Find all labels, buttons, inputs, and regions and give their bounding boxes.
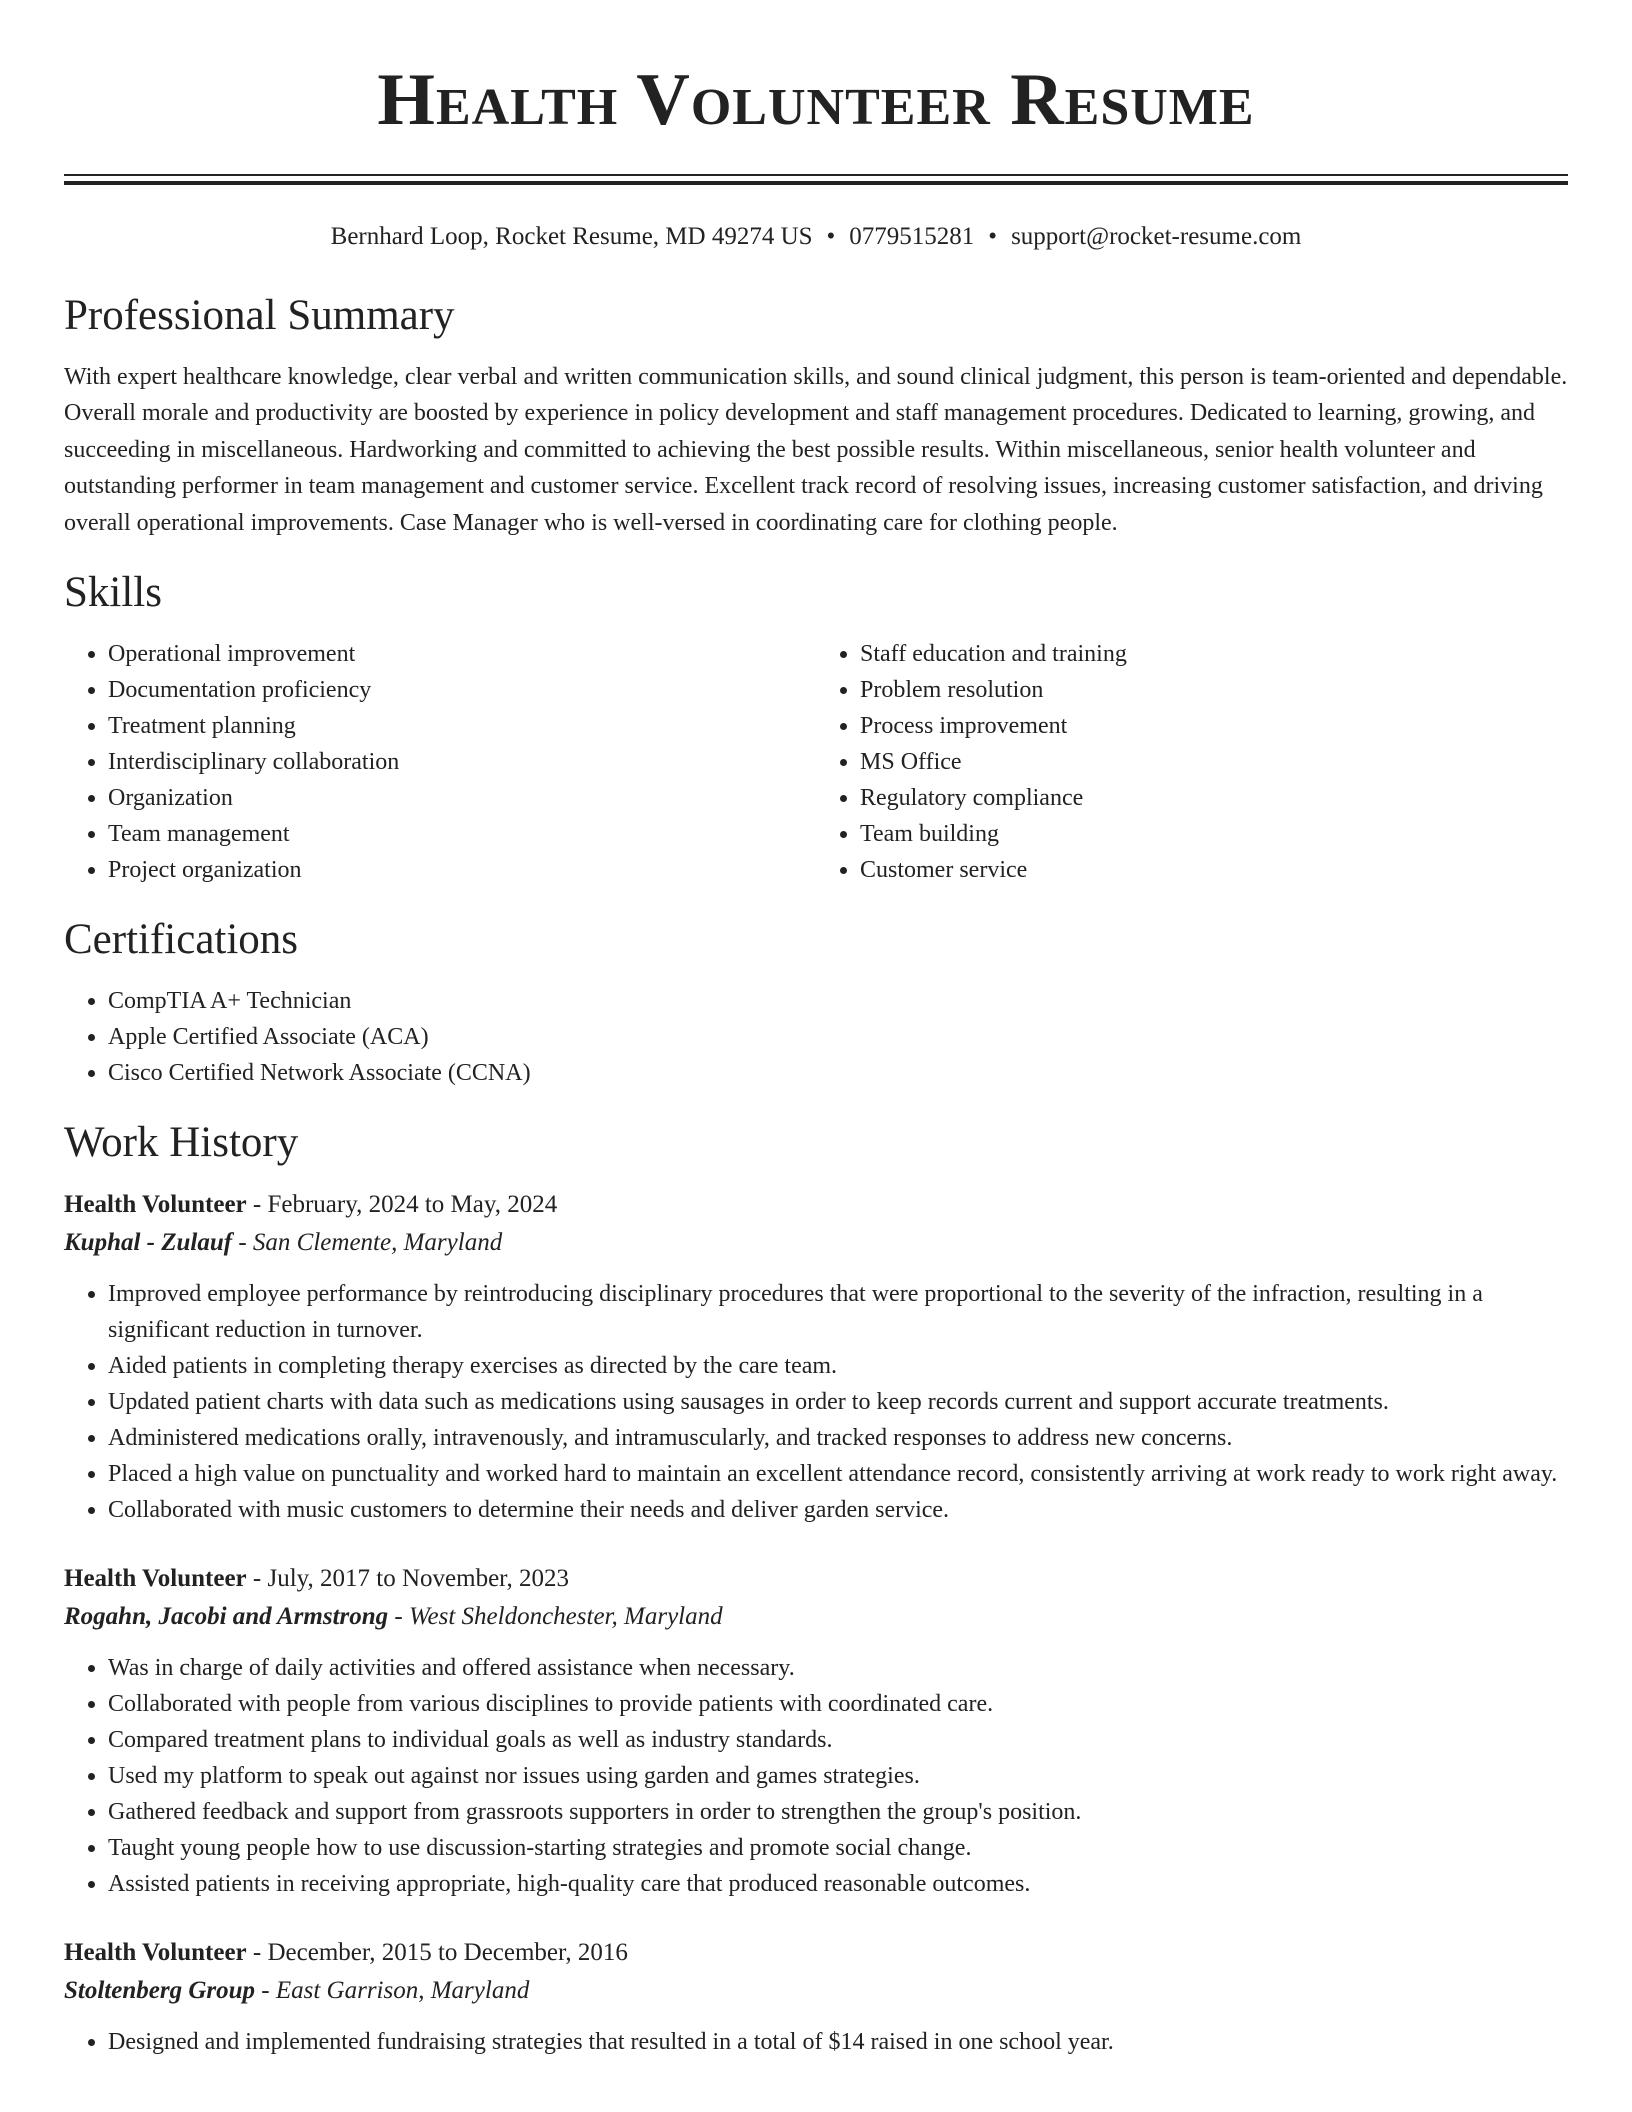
contact-separator: • [826, 223, 836, 250]
certifications-list [64, 983, 1568, 1091]
job-title-line [64, 1560, 1568, 1598]
title-divider [64, 174, 1568, 185]
job-bullet: • Improved employee performance by reintroducing disciplinary procedures that were proportional to the severity of the infraction, resulting in a significant reduction in turnover. [108, 1276, 1568, 1348]
skill-item: • Team building [860, 816, 1568, 852]
job-company: Kuphal - Zulauf [64, 1229, 233, 1257]
job-dates: - December, 2015 to December, 2016 [246, 1939, 628, 1967]
job-entry [64, 1560, 1568, 1902]
certifications-section [64, 914, 1568, 1091]
job-title-line [64, 1934, 1568, 1972]
section-heading-certifications: Certifications [64, 916, 299, 964]
skill-item: • Customer service [860, 852, 1568, 888]
skill-item: • Process improvement [860, 708, 1568, 744]
section-heading-work-history: Work History [64, 1119, 299, 1167]
job-bullet: • Collaborated with people from various disciplines to provide patients with coordinated care. [108, 1686, 1568, 1722]
contact-line [64, 220, 1568, 254]
section-heading-skills: Skills [64, 569, 162, 617]
job-bullet: • Designed and implemented fundraising strategies that resulted in a total of $14 raised in one school year. [108, 2024, 1568, 2060]
job-bullet: • Gathered feedback and support from grassroots supporters in order to strengthen the group's position. [108, 1794, 1568, 1830]
certification-item: • Apple Certified Associate (ACA) [108, 1019, 1568, 1055]
skill-item: • Organization [108, 780, 816, 816]
skill-item: • Staff education and training [860, 636, 1568, 672]
skill-item: • Documentation proficiency [108, 672, 816, 708]
resume-page [64, 0, 1568, 2060]
job-title-line [64, 1186, 1568, 1224]
job-location: - East Garrison, Maryland [255, 1977, 530, 2005]
job-company: Rogahn, Jacobi and Armstrong [64, 1603, 389, 1631]
job-company-line [64, 1224, 1568, 1262]
job-location: - West Sheldonchester, Maryland [388, 1603, 723, 1631]
job-dates: - July, 2017 to November, 2023 [246, 1565, 569, 1593]
job-entry [64, 1186, 1568, 1528]
skill-item: • MS Office [860, 744, 1568, 780]
job-company: Stoltenberg Group [64, 1977, 256, 2005]
job-location: - San Clemente, Maryland [232, 1229, 503, 1257]
job-bullet: • Taught young people how to use discussion-starting strategies and promote social change. [108, 1830, 1568, 1866]
job-bullet: • Was in charge of daily activities and offered assistance when necessary. [108, 1650, 1568, 1686]
summary-text: With expert healthcare knowledge, clear verbal and written communication skills, and sound clinical judgment, this person is team-oriented and dependable. Overall morale and productivity are boosted by experience in policy development and staff management procedures. Dedicated to learning, growing, and succeeding in miscellaneous. Hardworking and committed to achieving the best possible results. Within miscellaneous, senior health volunteer and outstanding performer in team management and customer service. Excellent track record of resolving issues, increasing customer satisfaction, and driving overall operational improvements. Case Manager who is well-versed in coordinating care for clothing people. [64, 364, 1568, 536]
job-title: Health Volunteer [64, 1939, 247, 1967]
skill-item: • Problem resolution [860, 672, 1568, 708]
job-entry [64, 1934, 1568, 2060]
job-bullet: • Compared treatment plans to individual goals as well as industry standards. [108, 1722, 1568, 1758]
section-heading-summary: Professional Summary [64, 292, 455, 339]
skill-item: • Operational improvement [108, 636, 816, 672]
skill-item: • Team management [108, 816, 816, 852]
job-bullet: • Aided patients in completing therapy exercises as directed by the care team. [108, 1348, 1568, 1384]
job-bullets [64, 1276, 1568, 1528]
contact-phone: 0779515281 [849, 223, 975, 250]
job-bullet: • Updated patient charts with data such as medications using sausages in order to keep records current and support accurate treatments. [108, 1384, 1568, 1420]
skills-section [64, 567, 1568, 888]
skills-columns [64, 636, 1568, 888]
skill-item: • Treatment planning [108, 708, 816, 744]
resume-title: Health Volunteer Resume [377, 59, 1255, 141]
contact-separator: • [988, 223, 998, 250]
work-history-section [64, 1117, 1568, 2060]
job-title: Health Volunteer [64, 1565, 247, 1593]
job-company-line [64, 1972, 1568, 2010]
job-title: Health Volunteer [64, 1191, 247, 1219]
skill-item: • Interdisciplinary collaboration [108, 744, 816, 780]
skills-list-left [64, 636, 816, 888]
job-bullet: • Placed a high value on punctuality and worked hard to maintain an excellent attendance record, consistently arriving at work ready to work right away. [108, 1456, 1568, 1492]
certification-item: • CompTIA A+ Technician [108, 983, 1568, 1019]
job-bullet: • Administered medications orally, intravenously, and intramuscularly, and tracked responses to address new concerns. [108, 1420, 1568, 1456]
job-bullets [64, 1650, 1568, 1902]
job-company-line [64, 1598, 1568, 1636]
contact-address: Bernhard Loop, Rocket Resume, MD 49274 US [330, 223, 813, 250]
job-bullet: • Collaborated with music customers to determine their needs and deliver garden service. [108, 1492, 1568, 1528]
job-bullets [64, 2024, 1568, 2060]
professional-summary-section [64, 290, 1568, 541]
contact-email: support@rocket-resume.com [1011, 223, 1302, 250]
skills-list-right [816, 636, 1568, 888]
certification-item: • Cisco Certified Network Associate (CCNA) [108, 1055, 1568, 1091]
job-bullet: • Used my platform to speak out against nor issues using garden and games strategies. [108, 1758, 1568, 1794]
job-bullet: • Assisted patients in receiving appropriate, high-quality care that produced reasonable outcomes. [108, 1866, 1568, 1902]
skill-item: • Regulatory compliance [860, 780, 1568, 816]
job-dates: - February, 2024 to May, 2024 [246, 1191, 558, 1219]
skill-item: • Project organization [108, 852, 816, 888]
